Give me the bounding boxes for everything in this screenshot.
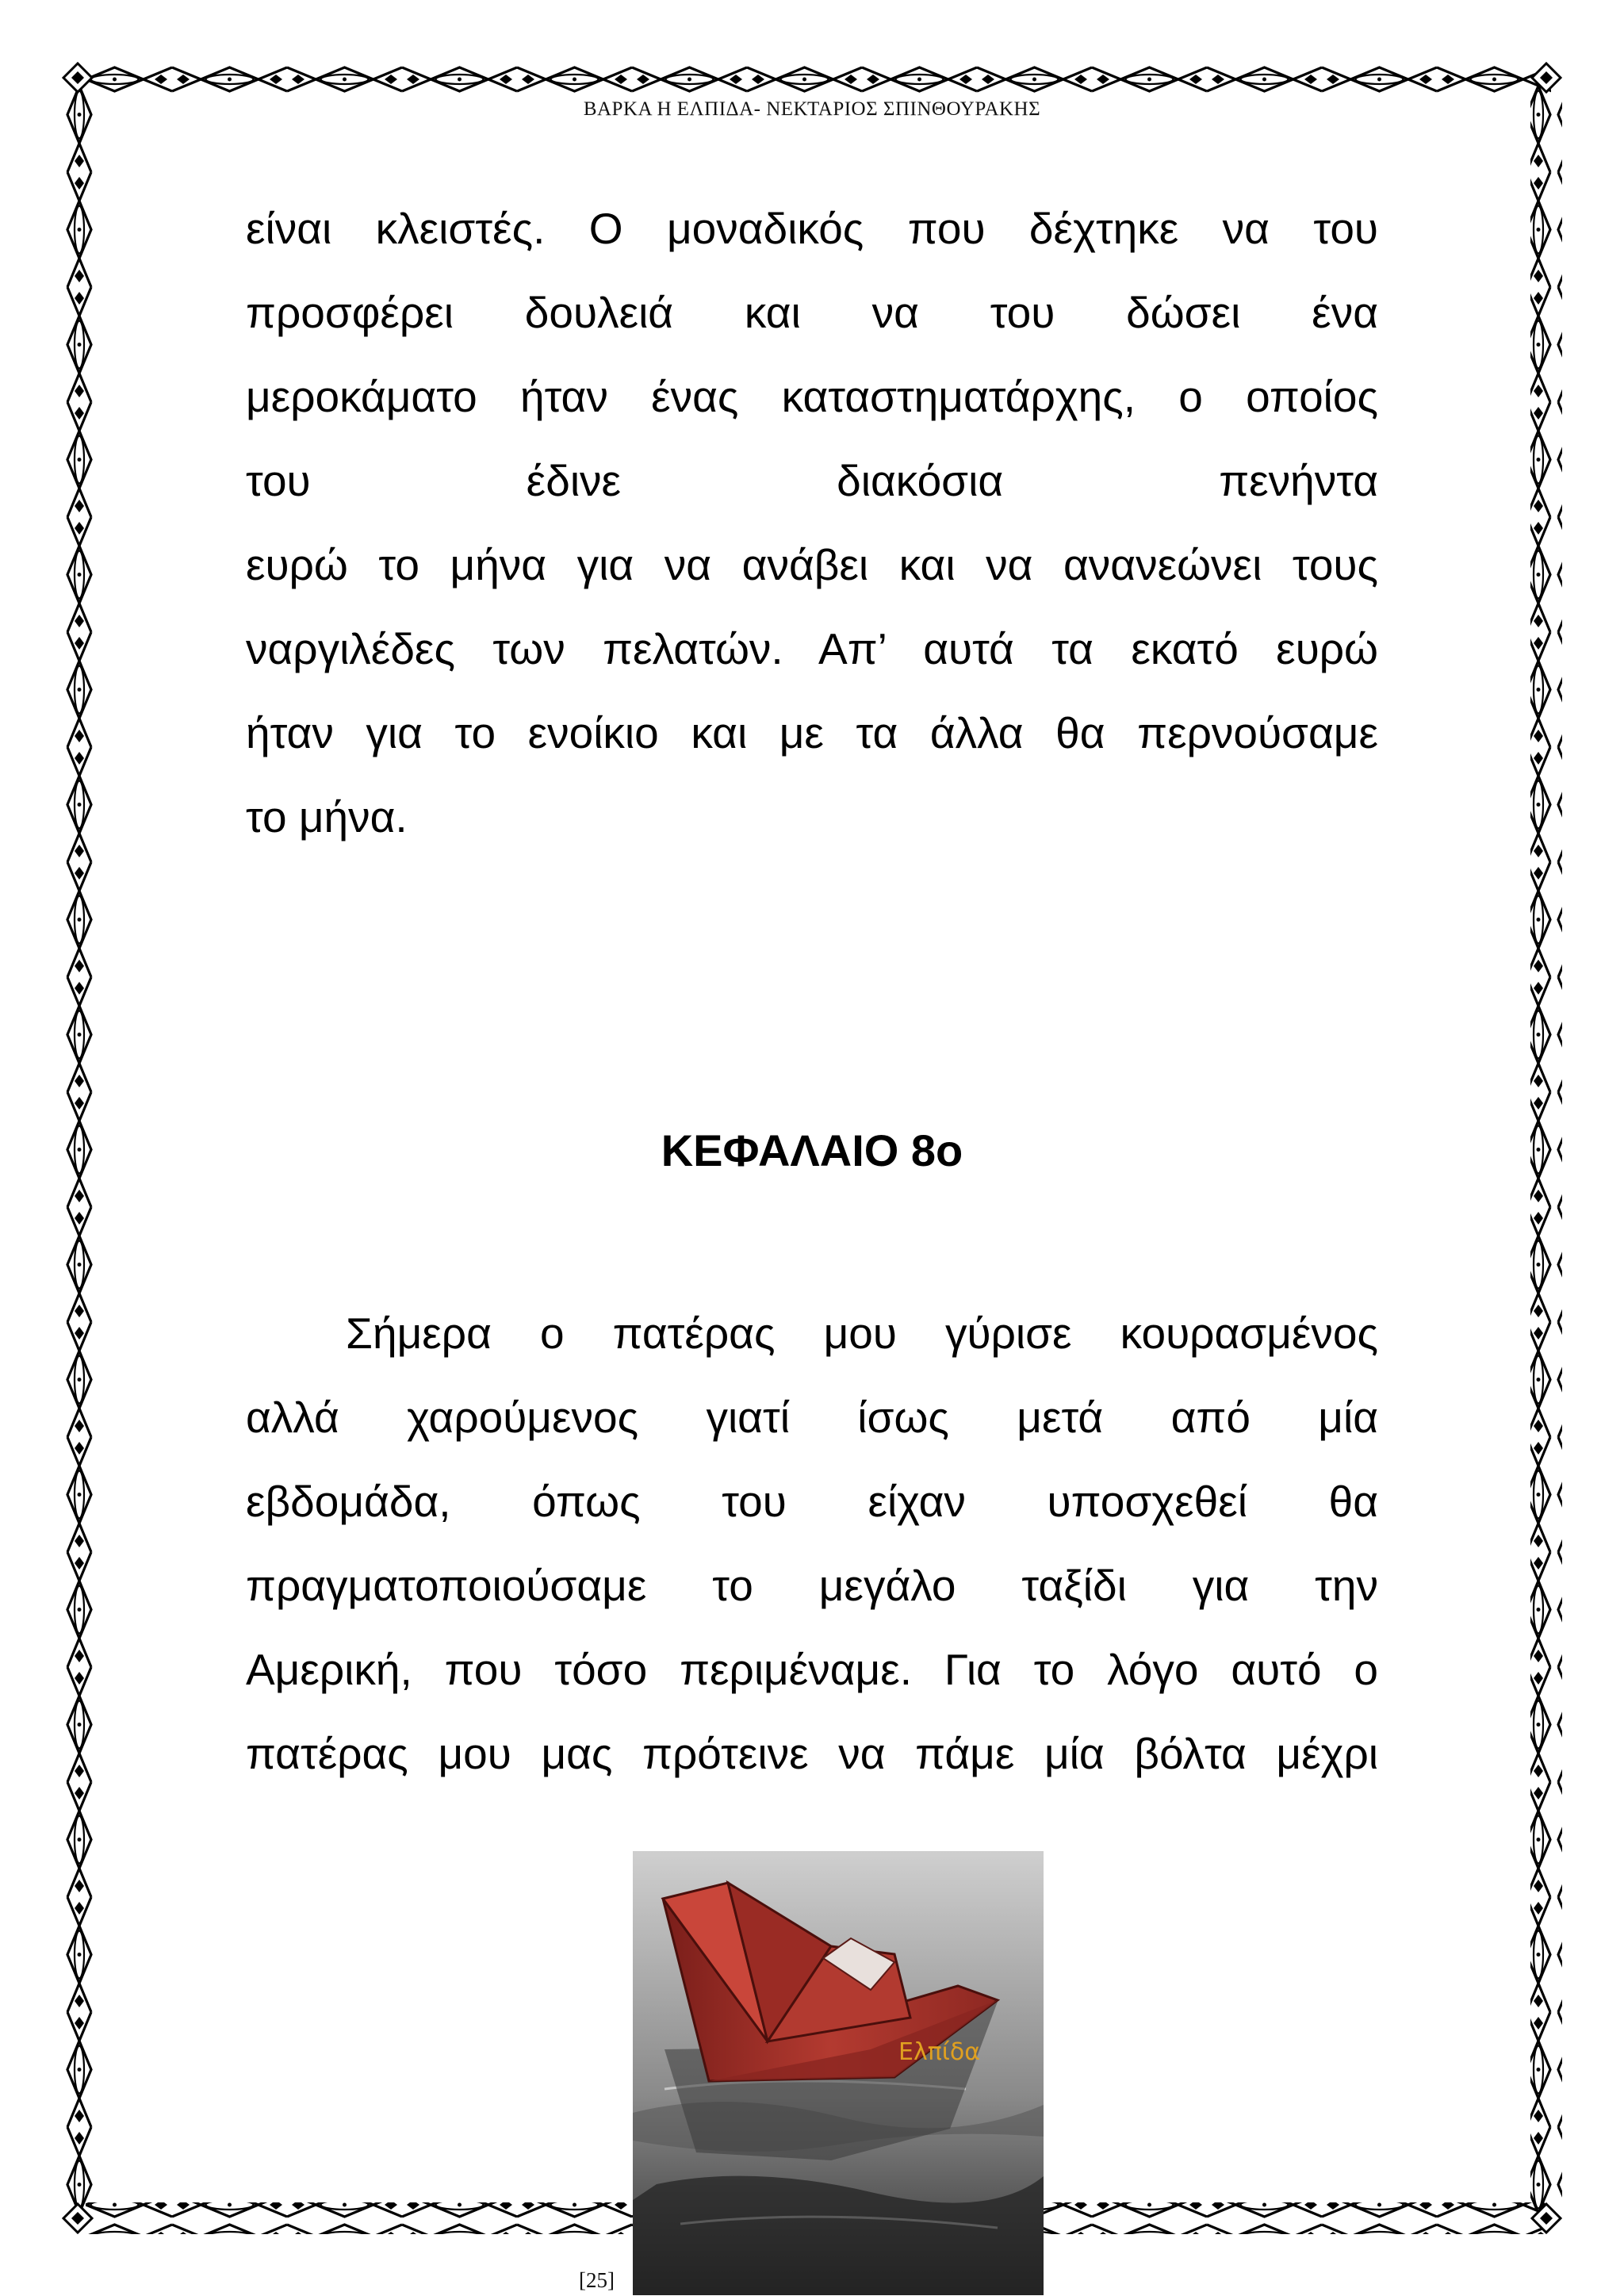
text-line: το μήνα.	[246, 792, 408, 841]
text-line: Σήμερα ο πατέρας μου γύρισε κουρασμένος	[346, 1309, 1378, 1358]
paper-boat-image	[633, 1851, 1044, 2295]
text-line: μεροκάματο ήταν ένας καταστηματάρχης, ο οποίος	[246, 372, 1378, 421]
text-line: πραγματοποιούσαμε το μεγάλο ταξίδι για την	[246, 1561, 1378, 1610]
text-line: προσφέρει δουλειά και να του δώσει ένα	[246, 288, 1378, 337]
text-line: πατέρας μου μας πρότεινε να πάμε μία βόλτα μέχρι	[246, 1729, 1378, 1778]
text-line: είναι κλειστές. Ο μοναδικός που δέχτηκε να του	[246, 204, 1378, 253]
text-line: ευρώ το μήνα για να ανάβει και να ανανεώνει τους	[246, 540, 1378, 589]
boat-label: Ελπίδα	[898, 2038, 981, 2066]
text-line: ναργιλέδες των πελατών. Απ’ αυτά τα εκατό ευρώ	[246, 624, 1378, 673]
text-line: αλλά χαρούμενος γιατί ίσως μετά από μία	[246, 1393, 1378, 1442]
paragraph-chapter-8	[246, 1291, 1378, 1796]
chapter-heading: ΚΕΦΑΛΑΙΟ 8ο	[661, 1125, 963, 1175]
running-header: ΒΑΡΚΑ Η ΕΛΠΙΔΑ- ΝΕΚΤΑΡΙΟΣ ΣΠΙΝΘΟΥΡΑΚΗΣ	[583, 98, 1041, 120]
text-line: του έδινε διακόσια πενήντα	[246, 456, 1378, 505]
page-number: [25]	[579, 2268, 615, 2292]
text-line: Αμερική, που τόσο περιμέναμε. Για το λόγο αυτό ο	[246, 1645, 1378, 1694]
paragraph-continued	[246, 186, 1378, 859]
text-line: εβδομάδα, όπως του είχαν υποσχεθεί θα	[246, 1477, 1378, 1526]
text-line: ήταν για το ενοίκιο και με τα άλλα θα περνούσαμε	[246, 708, 1378, 757]
